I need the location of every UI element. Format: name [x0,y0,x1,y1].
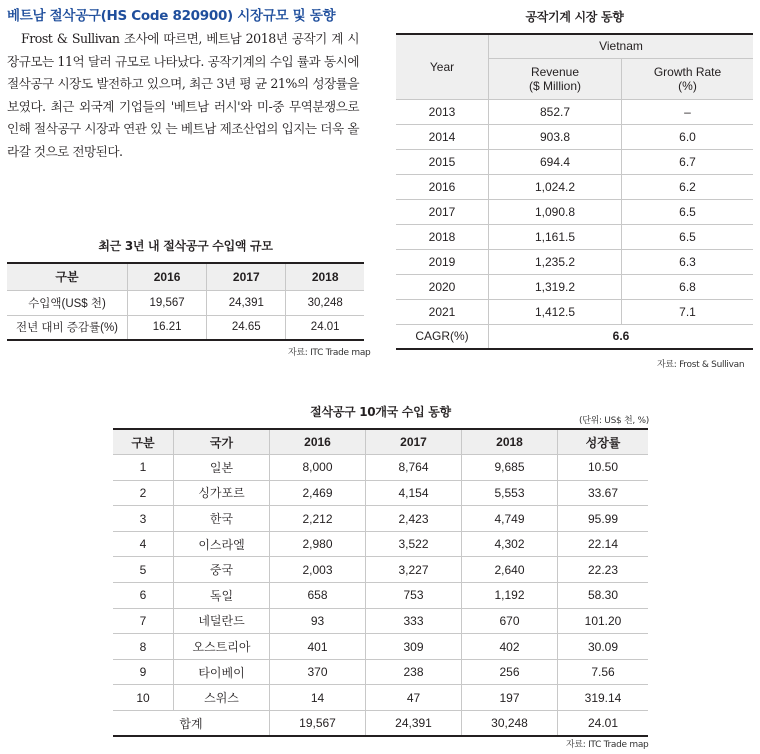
table-cell: 24,391 [207,290,286,315]
rank-cell: 1 [113,455,174,481]
table-cell: 1,024.2 [489,174,622,199]
table-cell: 1,192 [462,583,558,609]
table-cell: 95.99 [558,506,649,532]
total-label: 합계 [113,711,270,737]
table-cell: 24.01 [558,711,649,737]
table-row [396,224,753,249]
country-cell: 중국 [174,557,270,583]
rank-cell: 9 [113,659,174,685]
table2-source: 자료: Frost & Sullivan [657,360,745,370]
table3-unit: (단위: US$ 천, %) [579,416,649,426]
header-line: ($ Million) [528,78,581,93]
table-cell: 7.56 [558,659,649,685]
country-cell: 네덜란드 [174,608,270,634]
country-cell: 한국 [174,506,270,532]
import-size-table [7,262,364,341]
table-cell: 401 [270,634,366,660]
table-cell: 852.7 [489,99,622,124]
table-cell: 47 [366,685,462,711]
table-header-row [113,429,648,455]
column-header-revenue [489,58,622,99]
table-row [396,174,753,199]
rank-cell: 10 [113,685,174,711]
section-heading: 베트남 절삭공구(HS Code 820900) 시장규모 및 동향 [7,8,336,24]
machine-tool-market-table [396,33,753,350]
body-paragraph [7,28,359,163]
table-row [113,583,648,609]
table-cell: 4,749 [462,506,558,532]
table-cell: 58.30 [558,583,649,609]
table-cell: 19,567 [128,290,207,315]
table-cell: 2,640 [462,557,558,583]
table-row [113,455,648,481]
table-row [113,659,648,685]
column-header-growth [622,58,754,99]
table-cell: 3,522 [366,531,462,557]
row-label: 전년 대비 증감률(%) [7,315,128,340]
header-line: (%) [678,78,697,93]
table-cell: 30,248 [462,711,558,737]
table-cell: 19,567 [270,711,366,737]
table-row [396,299,753,324]
table-cell: 24.01 [286,315,364,340]
row-label: CAGR(%) [396,324,489,349]
table-row [113,531,648,557]
table-row [113,608,648,634]
table-cell: 101.20 [558,608,649,634]
header-line: Growth Rate [653,64,722,79]
row-label: 2013 [396,99,489,124]
table-cell: 8,000 [270,455,366,481]
table-cell: 6.0 [622,124,754,149]
table-cell: 4,154 [366,480,462,506]
table-row [396,199,753,224]
cagr-row [396,324,753,349]
table-cell: 5,553 [462,480,558,506]
row-label: 2021 [396,299,489,324]
table-cell: 6.5 [622,199,754,224]
rank-cell: 2 [113,480,174,506]
country-cell: 일본 [174,455,270,481]
column-header: 구분 [113,429,174,455]
table-cell: 6.2 [622,174,754,199]
table-cell: 6.8 [622,274,754,299]
table-row [113,506,648,532]
table-cell: 6.5 [622,224,754,249]
table-cell: 33.67 [558,480,649,506]
row-label: 2015 [396,149,489,174]
table-row [396,124,753,149]
table-cell: 333 [366,608,462,634]
table-cell: 903.8 [489,124,622,149]
table-cell: 4,302 [462,531,558,557]
row-label: 2018 [396,224,489,249]
table-row [113,634,648,660]
table-cell: 2,003 [270,557,366,583]
table-cell: 24,391 [366,711,462,737]
column-header: 2017 [366,429,462,455]
table-cell: 93 [270,608,366,634]
paragraph-line: 는 베트남 제조산업의 입지는 더욱 올라갈 것으로 전망된다. [7,121,359,159]
rank-cell: 5 [113,557,174,583]
rank-cell: 3 [113,506,174,532]
table3-caption: 절삭공구 10개국 수입 동향 [310,405,451,419]
table-cell: 319.14 [558,685,649,711]
table-cell: 10.50 [558,455,649,481]
table-cell: 6.3 [622,249,754,274]
rank-cell: 6 [113,583,174,609]
column-header: 구분 [7,263,128,290]
rank-cell: 8 [113,634,174,660]
table-cell: 30,248 [286,290,364,315]
column-header: 2017 [207,263,286,290]
table-row [113,480,648,506]
table-row [396,149,753,174]
table3-source: 자료: ITC Trade map [566,740,649,750]
rank-cell: 7 [113,608,174,634]
row-label: 2020 [396,274,489,299]
column-header: 2016 [270,429,366,455]
total-row [113,711,648,737]
table-cell: 16.21 [128,315,207,340]
table-cell: 1,235.2 [489,249,622,274]
row-label: 2017 [396,199,489,224]
table-cell: 22.14 [558,531,649,557]
table-row [113,557,648,583]
paragraph-line: 률과 동시에 절삭공구 시장도 발전하고 있으며, 최근 3년 평 [7,53,359,91]
table-cell: 370 [270,659,366,685]
table-cell: 22.23 [558,557,649,583]
table-cell: 2,423 [366,506,462,532]
table-cell: – [622,99,754,124]
column-header-year: Year [396,34,489,99]
table-cell: 256 [462,659,558,685]
column-header: 국가 [174,429,270,455]
table-cell: 658 [270,583,366,609]
table-row [7,290,364,315]
paragraph-line: 계 시장규모는 11억 달러 규모로 나타났다. 공작기계의 수입 [7,31,360,69]
table-row [7,315,364,340]
table-cell: 24.65 [207,315,286,340]
column-header: 2016 [128,263,207,290]
column-header: 2018 [286,263,364,290]
table1-caption: 최근 3년 내 절삭공구 수입액 규모 [98,239,273,253]
table-cell: 1,319.2 [489,274,622,299]
country-cell: 이스라엘 [174,531,270,557]
table-row [396,249,753,274]
table-cell: 1,161.5 [489,224,622,249]
country-cell: 타이베이 [174,659,270,685]
table-cell: 7.1 [622,299,754,324]
table-row [113,685,648,711]
table-row [396,274,753,299]
table-cell: 670 [462,608,558,634]
row-label: 2014 [396,124,489,149]
table-cell: 14 [270,685,366,711]
table-cell: 8,764 [366,455,462,481]
table1-source: 자료: ITC Trade map [288,348,371,358]
table-cell: 197 [462,685,558,711]
table-cell: 309 [366,634,462,660]
table-cell: 238 [366,659,462,685]
table-cell: 402 [462,634,558,660]
header-line: Revenue [530,64,580,79]
table-header-row [7,263,364,290]
paragraph-line: 러시'와 미-중 무역분쟁으로 인해 절삭공구 시장과 연관 있 [7,98,359,136]
table-cell: 2,212 [270,506,366,532]
table-cell: 30.09 [558,634,649,660]
table-cell: 753 [366,583,462,609]
country-cell: 스위스 [174,685,270,711]
table-cell: 2,980 [270,531,366,557]
table-cell: 2,469 [270,480,366,506]
cagr-value: 6.6 [489,324,754,349]
row-label: 수입액(US$ 천) [7,290,128,315]
table-cell: 1,412.5 [489,299,622,324]
table-cell: 694.4 [489,149,622,174]
table-cell: 9,685 [462,455,558,481]
column-group-header: Vietnam [489,34,754,58]
rank-cell: 4 [113,531,174,557]
column-header: 성장률 [558,429,649,455]
country-cell: 싱가포르 [174,480,270,506]
paragraph-line: Frost & Sullivan 조사에 따르면, 베트남 2018년 공작기 [21,31,327,46]
column-header: 2018 [462,429,558,455]
table-cell: 1,090.8 [489,199,622,224]
country-cell: 독일 [174,583,270,609]
country-cell: 오스트리아 [174,634,270,660]
row-label: 2016 [396,174,489,199]
table2-caption: 공작기계 시장 동향 [525,10,624,24]
table-row [396,99,753,124]
row-label: 2019 [396,249,489,274]
import-by-country-table [113,428,648,737]
paragraph-line: 균 21%의 성장률을 보였다. 최근 외국계 기업들의 '베트남 [7,76,359,114]
table-cell: 6.7 [622,149,754,174]
table-cell: 3,227 [366,557,462,583]
